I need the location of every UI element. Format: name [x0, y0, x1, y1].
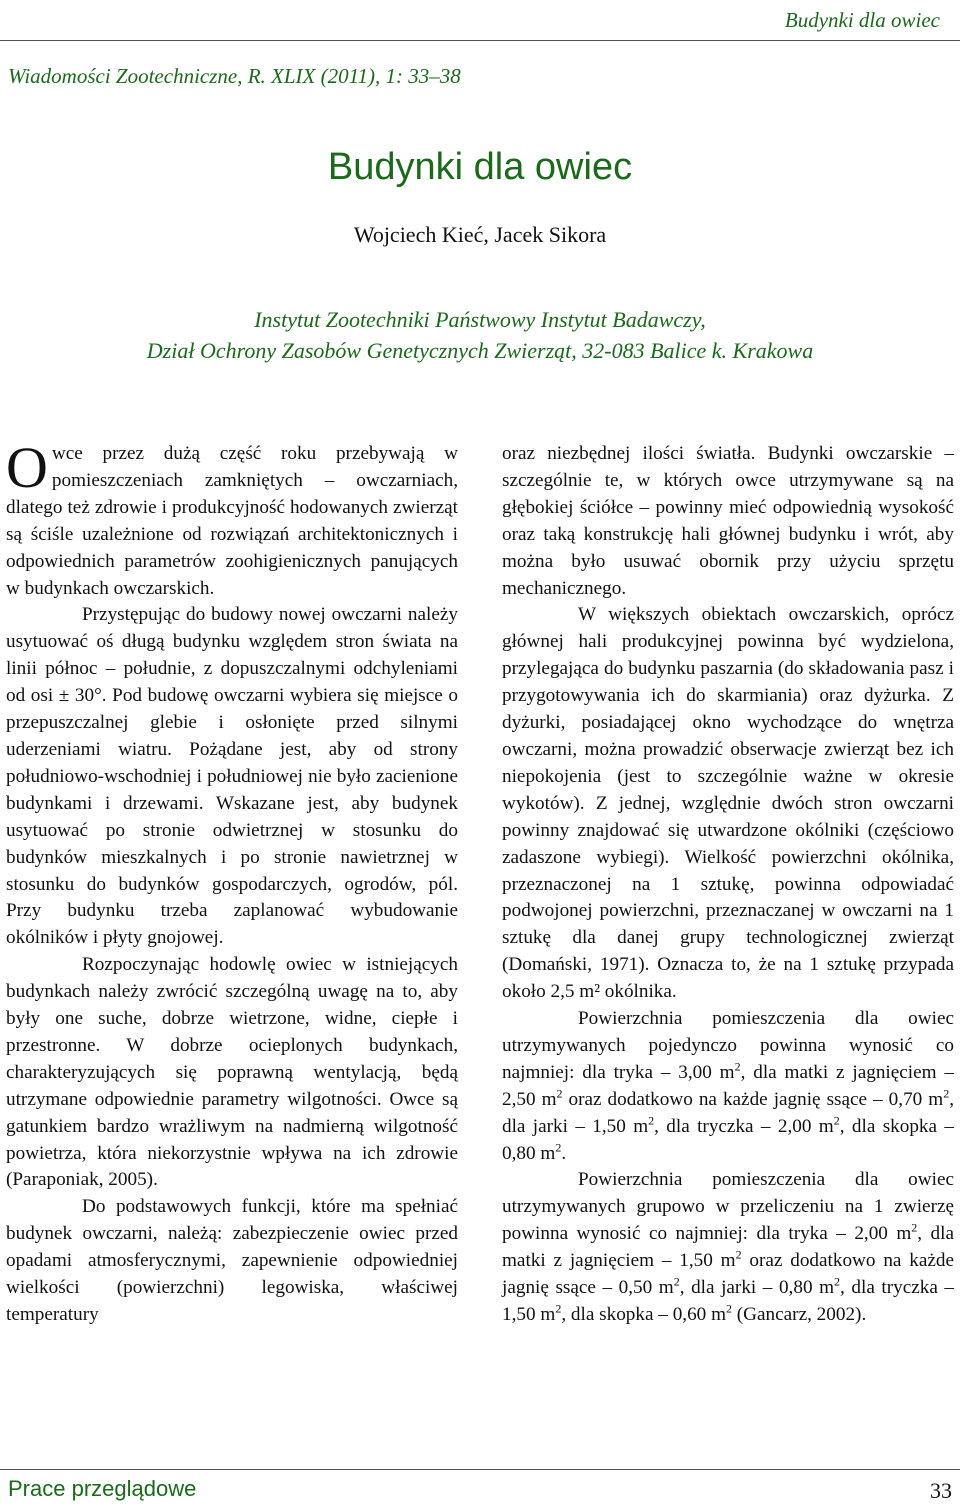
- superscript: 2: [555, 1301, 562, 1316]
- superscript: 2: [673, 1274, 680, 1289]
- paragraph-functions: Do podstawowych funkcji, które ma spełniać budynek owczarni, należą: zabezpieczenie owiec przed opadami atmosferycznymi, zapewnienie odpowiedniej wielkości (powierzchni) legowiska, właściwej temperatury: [6, 1196, 458, 1325]
- text-fragment: , dla tryczka – 2,00 m: [654, 1115, 834, 1137]
- text-fragment: , dla matki z jagnięciem – 2,50 m: [502, 1061, 954, 1110]
- footer-rule: [0, 1469, 960, 1470]
- header-rule: [0, 40, 960, 41]
- text-fragment: , dla jarki – 1,50 m: [502, 1088, 954, 1137]
- drop-cap: O: [6, 435, 48, 500]
- article-title: Budynki dla owiec: [327, 146, 633, 188]
- article-authors: Wojciech Kieć, Jacek Sikora: [353, 222, 607, 247]
- affiliation-line-1: Instytut Zootechniki Państwowy Instytut Badawczy,: [254, 307, 706, 332]
- paragraph-group-area: [502, 1167, 954, 1328]
- paragraph-existing-buildings: Rozpoczynając hodowlę owiec w istniejących budynkach należy zwrócić szczególną uwagę na to, aby były one suche, dobrze wietrzone, widne, ciepłe i przestronne. W dobrze ocieplonych budynkach, charakteryzujących się poprawną wentylacją, będą utrzymane odpowiednie parametry wilgotności. Owce są gatunkiem bardzo wrażliwym na nadmierną wilgotność powietrza, która niekorzystnie wpływa na ich zdrowie (Paraponiak, 2005).: [6, 954, 458, 1191]
- superscript: 2: [555, 1140, 562, 1155]
- intro-text: wce przez dużą część roku przebywają w pomieszczeniach zamkniętych – owczarniach, dlatego też zdrowie i produkcyjność hodowanych zwierząt są ściśle uzależnione od rozwiązań architektonicznych i odpowiednich parametrów zoohigienicznych panujących w budynkach owczarskich.: [6, 443, 458, 599]
- superscript: 2: [943, 1086, 950, 1101]
- text-fragment: oraz dodatkowo na każde jagnię ssące – 0,50 m: [502, 1250, 954, 1299]
- paragraph-facilities: W większych obiektach owczarskich, oprócz głównej hali produkcyjnej powinna być wydzielona, przylegająca do budynku paszarnia (do składowania pasz i przygotowywania ich do skarmiania) oraz dyżurka. Z dyżurki, posiadającej okno wychodzące do wnętrza owczarni, można prowadzić obserwacje zwierząt bez ich niepokojenia (jest to szczególnie ważne w okresie wykotów). Z jednej, względnie dwóch stron owczarni powinny znajdować się utwardzone okólniki (częściowo zadaszone wybiegi). Wielkość powierzchni okólnika, przeznaczonej na 1 sztukę, powinna odpowiadać podwojonej powierzchni, przeznaczanej w owczarni na 1 sztukę dla danej grupy technologicznej zwierząt (Domański, 1971). Oznacza to, że na 1 sztukę przypada około 2,5 m² okólnika.: [502, 604, 954, 1003]
- affiliation-line-2: Dział Ochrony Zasobów Genetycznych Zwierząt, 32-083 Balice k. Krakowa: [146, 338, 814, 363]
- superscript: 2: [556, 1086, 563, 1101]
- superscript: 2: [833, 1113, 840, 1128]
- right-column: [502, 441, 954, 1329]
- text-fragment: , dla tryczka – 1,50 m: [502, 1277, 955, 1325]
- text-fragment: (Gancarz, 2002).: [732, 1304, 867, 1325]
- superscript: 2: [734, 1059, 741, 1074]
- paragraph-intro: [6, 435, 458, 602]
- text-fragment: , dla jarki – 0,80 m: [679, 1277, 835, 1299]
- running-title: Budynki dla owiec: [784, 8, 940, 32]
- superscript: 2: [735, 1247, 742, 1262]
- superscript: 2: [648, 1113, 655, 1128]
- superscript: 2: [911, 1220, 918, 1235]
- text-fragment: , dla skopka – 0,80 m: [502, 1115, 954, 1164]
- left-column: [6, 435, 458, 1329]
- paragraph-individual-area: [502, 1006, 954, 1167]
- superscript: 2: [726, 1301, 732, 1316]
- text-fragment: oraz dodatkowo na każde jagnię ssące – 0,70 m: [562, 1088, 944, 1110]
- paragraph-functions-cont: oraz niezbędnej ilości światła. Budynki owczarskie – szczególnie te, w których owce utrzymywane są na głębokiej ściółce – powinny mieć odpowiednią wysokość oraz taką konstrukcję hali głównej budynku i wrót, aby można było usuwać obornik przy użyciu sprzętu mechanicznego.: [502, 443, 954, 599]
- text-fragment: Powierzchnia pomieszczenia dla owiec utrzymywanych pojedynczo powinna wynosić co najmniej: dla tryka – 3,00 m: [502, 1008, 954, 1083]
- superscript: 2: [834, 1274, 841, 1289]
- article-affiliation: [0, 304, 960, 366]
- text-fragment: .: [561, 1142, 567, 1164]
- text-fragment: Powierzchnia pomieszczenia dla owiec utrzymywanych grupowo w przeliczeniu na 1 zwierzę powinna wynosić co najmniej: dla tryka – 2,00 m: [502, 1169, 954, 1245]
- journal-reference: Wiadomości Zootechniczne, R. XLIX (2011), 1: 33–38: [8, 64, 461, 88]
- page-number: 33: [930, 1478, 952, 1503]
- text-fragment: , dla skopka – 0,60 m: [561, 1304, 726, 1325]
- text-fragment: , dla matki z jagnięciem – 1,50 m: [502, 1223, 954, 1272]
- paragraph-location: Przystępując do budowy nowej owczarni należy usytuować oś długą budynku względem stron świata na linii północ – południe, z dopuszczalnymi odchyleniami od osi ± 30°. Pod budowę owczarni wybiera się miejsce o przepuszczalnej glebie i osłonięte przed silnymi uderzeniami wiatru. Pożądane jest, aby od strony południowo-wschodniej i południowej nie było zacienione budynkami i drzewami. Wskazane jest, aby budynek usytuować po stronie odwietrznej w stosunku do budynków mieszkalnych i po stronie nawietrznej w stosunku do budynków gospodarczych, ogrodów, pól. Przy budynku trzeba zaplanować wybudowanie okólników i płyty gnojowej.: [6, 604, 458, 949]
- section-label: Prace przeglądowe: [8, 1476, 197, 1501]
